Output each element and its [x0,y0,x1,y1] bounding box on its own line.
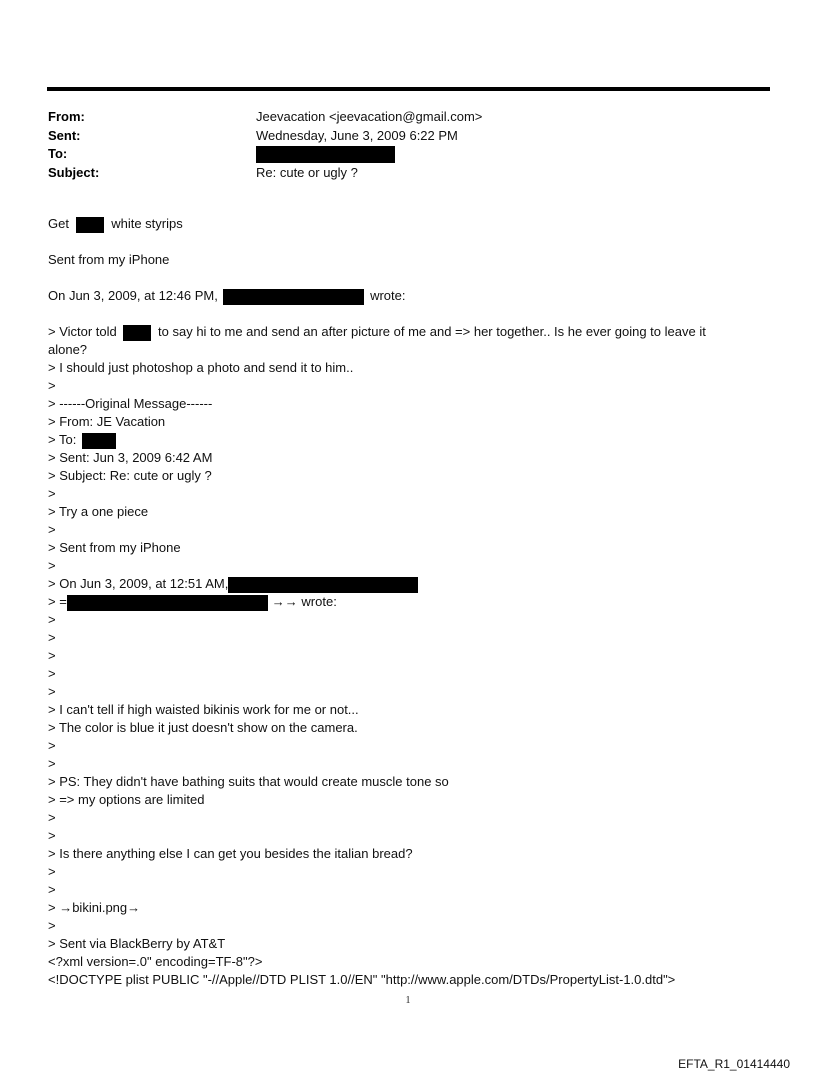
quoted-line: > [48,378,56,393]
quoted-line: > [48,666,56,681]
quoted-line: > Try a one piece [48,504,149,519]
quoted-line: > [48,630,56,645]
page-number: 1 [405,995,411,1006]
quoted-line: > From: JE Vacation [48,414,166,429]
body-text-fragment: > On Jun 3, 2009, at 12:51 AM, [48,576,229,591]
body-text-fragment: > = [48,594,67,609]
sent-value: Wednesday, June 3, 2009 6:22 PM [256,127,458,143]
body-text-fragment: →→ wrote: [271,594,337,609]
quoted-line: > [48,684,56,699]
body-text-fragment: On Jun 3, 2009, at 12:46 PM, [48,288,218,303]
subject-label: Subject: [48,164,100,180]
from-row [48,108,482,127]
from-value: Jeevacation <jeevacation@gmail.com> [256,109,483,124]
email-body [48,215,773,989]
quoted-line: > [48,810,56,825]
quoted-line: > => my options are limited [48,792,205,807]
quoted-line [48,323,773,341]
quoted-line: > [48,864,56,879]
quoted-line: > [48,738,56,753]
quoted-line: > I can't tell if high waisted bikinis work for me or not... [48,702,359,717]
to-value [256,145,395,164]
redaction-box [228,577,418,593]
redaction-box [67,595,268,611]
quoted-line: > [48,648,56,663]
quoted-line: > [48,486,56,501]
quoted-line: > [48,918,56,933]
body-text-fragment: > To: [48,432,77,447]
body-text-fragment: > Victor told [48,324,117,339]
quoted-line: > [48,612,56,627]
redaction-box [76,217,104,233]
body-line: Sent from my iPhone [48,252,170,267]
quoted-line: > [48,756,56,771]
quoted-line: > [48,522,56,537]
sent-row [48,127,482,146]
redaction-box [256,146,395,163]
quoted-line [48,575,773,593]
header-rule [47,87,770,91]
quoted-line: > Sent from my iPhone [48,540,181,555]
from-label: From: [48,109,85,124]
quoted-line: > I should just photoshop a photo and send it to him.. [48,360,354,375]
quoted-line: > Sent: Jun 3, 2009 6:42 AM [48,450,213,465]
quoted-line: > Subject: Re: cute or ugly ? [48,468,212,483]
sent-label: Sent: [48,127,81,143]
attachment-line: > →bikini.png→ [48,900,141,915]
redaction-box [223,289,364,305]
quoted-line: > Is there anything else I can get you besides the italian bread? [48,846,413,861]
xml-line: <?xml version=.0" encoding=TF-8"?> [48,954,263,969]
quoted-line: > The color is blue it just doesn't show on the camera. [48,720,358,735]
quoted-line: > ------Original Message------ [48,396,213,411]
redaction-box [123,325,151,341]
body-text-fragment: Get [48,216,69,231]
subject-row [48,164,482,183]
to-row [48,145,482,164]
body-text-fragment: wrote: [370,288,406,303]
quoted-line [48,593,773,611]
redaction-box [82,433,116,449]
quoted-line: > PS: They didn't have bathing suits that would create muscle tone so [48,774,449,789]
quoted-line [48,431,773,449]
body-text-fragment: white styrips [111,216,183,231]
subject-value: Re: cute or ugly ? [256,164,358,180]
quoted-line: alone? [48,342,88,357]
quoted-line: > [48,828,56,843]
quoted-line: > Sent via BlackBerry by AT&T [48,936,226,951]
body-line [48,215,773,233]
quoted-line: > [48,882,56,897]
body-line [48,287,773,305]
quoted-line: > [48,558,56,573]
to-label: To: [48,146,68,161]
bates-number: EFTA_R1_01414440 [678,1057,790,1071]
body-text-fragment: to say hi to me and send an after picture of me and => her together.. Is he ever going to leave it [158,324,706,339]
email-header [48,108,482,182]
xml-line: <!DOCTYPE plist PUBLIC "-//Apple//DTD PLIST 1.0//EN" "http://www.apple.com/DTDs/PropertyList-1.0.dtd"> [48,972,676,987]
